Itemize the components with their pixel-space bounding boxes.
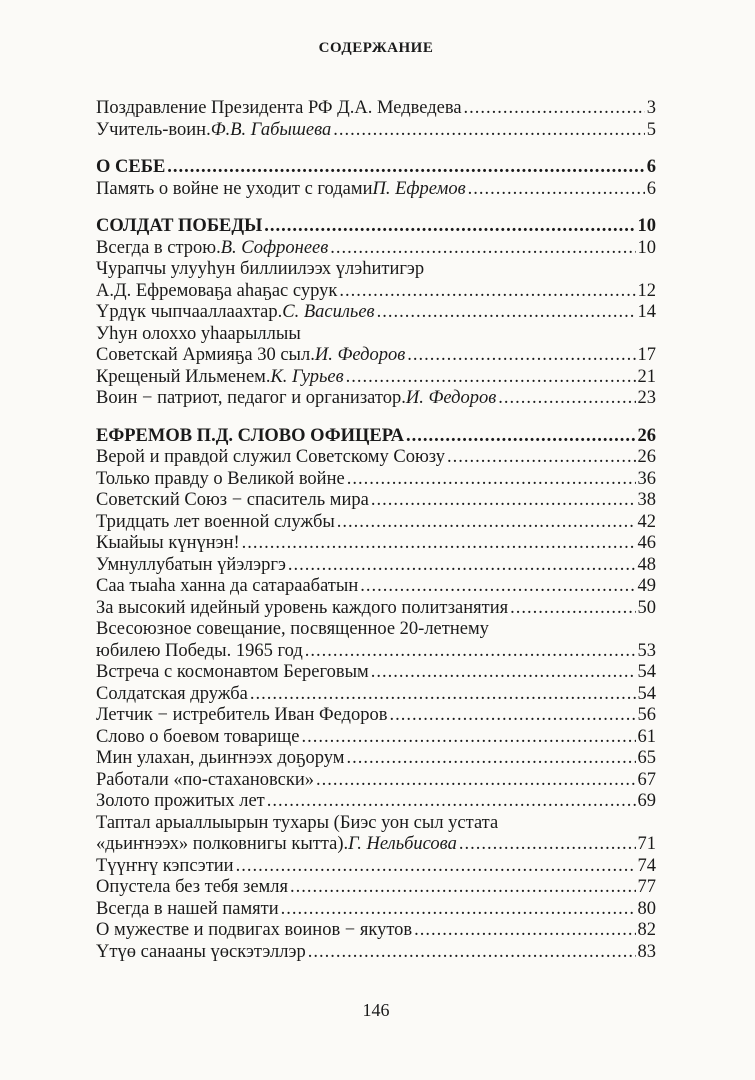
- toc-section-heading[interactable]: [96, 157, 656, 179]
- toc-entry[interactable]: [96, 770, 656, 792]
- dot-leader: [447, 447, 636, 469]
- entry-author: В. Софронеев: [220, 237, 329, 258]
- toc-entry[interactable]: [96, 920, 656, 942]
- dot-leader: [308, 942, 636, 964]
- entry-page-number: 38: [637, 490, 656, 510]
- entry-title: Мин улахан, дьиҥнээх доҕорум: [96, 748, 345, 768]
- toc-entry[interactable]: [96, 490, 656, 512]
- entry-title: Саа тыаһа ханна да сатараабатын: [96, 576, 359, 596]
- entry-page-number: 65: [637, 748, 656, 768]
- entry-page-number: 53: [637, 640, 656, 661]
- entry-page-number: 6: [646, 157, 656, 177]
- entry-page-number: 23: [637, 388, 656, 408]
- dot-leader: [316, 770, 636, 792]
- dot-leader: [407, 345, 635, 367]
- entry-page-number: 21: [637, 366, 656, 387]
- page-number: 146: [362, 1000, 390, 1020]
- entry-page-number: 6: [646, 178, 656, 199]
- entry-title: Советскай Армияҕа 30 сыл.: [96, 345, 315, 365]
- toc-entry[interactable]: [96, 791, 656, 813]
- toc-entry[interactable]: [96, 367, 656, 389]
- dot-leader: [510, 598, 635, 620]
- entry-author: И. Федоров: [314, 345, 406, 365]
- toc-section-heading[interactable]: [96, 426, 656, 448]
- dot-leader: [498, 388, 635, 410]
- table-of-contents: [96, 98, 656, 979]
- entry-title: Поздравление Президента РФ Д.А. Медведева: [96, 98, 462, 118]
- entry-page-number: 46: [637, 533, 656, 553]
- entry-title: О мужестве и подвигах воинов − якутов: [96, 920, 413, 940]
- entry-author: С. Васильев: [282, 302, 375, 322]
- entry-title: Всегда в нашей памяти: [96, 898, 279, 919]
- entry-page-number: 54: [637, 662, 656, 682]
- dot-leader: [346, 367, 636, 389]
- entry-page-number: 26: [637, 425, 656, 446]
- dot-leader: [305, 641, 636, 663]
- entry-title: Воин − патриот, педагог и организатор.: [96, 388, 406, 408]
- dot-leader: [330, 238, 635, 260]
- dot-leader: [371, 490, 636, 512]
- entry-title: Түүҥҥү кэпсэтии: [96, 855, 234, 876]
- entry-title: Тридцать лет военной службы: [96, 511, 335, 532]
- toc-section: [96, 98, 656, 141]
- entry-title: Советский Союз − спаситель мира: [96, 490, 369, 510]
- entry-title: Слово о боевом товарище: [96, 726, 300, 747]
- entry-page-number: 82: [637, 920, 656, 940]
- entry-title: Опустела без тебя земля: [96, 877, 288, 897]
- entry-title: Уһун олоххо уһаарыллыы: [96, 323, 301, 344]
- dot-leader: [406, 426, 635, 448]
- entry-page-number: 83: [637, 941, 656, 962]
- toc-entry[interactable]: [96, 662, 656, 684]
- entry-title: Таптал арыаллыырын тухары (Биэс уон сыл устата: [96, 812, 499, 833]
- entry-page-number: 67: [637, 769, 656, 790]
- entry-title: Үрдүк чыпчааллаахтар.: [96, 302, 283, 322]
- toc-section-heading[interactable]: [96, 216, 656, 238]
- entry-title: Только правду о Великой войне: [96, 468, 345, 489]
- entry-page-number: 54: [637, 683, 656, 704]
- dot-leader: [389, 705, 635, 727]
- entry-page-number: 48: [637, 554, 656, 575]
- toc-entry[interactable]: [96, 98, 656, 120]
- dot-leader: [333, 120, 645, 142]
- entry-author: П. Ефремов: [372, 178, 466, 199]
- dot-leader: [360, 576, 635, 598]
- entry-page-number: 26: [637, 447, 656, 467]
- dot-leader: [339, 281, 635, 303]
- entry-page-number: 69: [637, 791, 656, 811]
- entry-title: Всесоюзное совещание, посвященное 20-летнему: [96, 619, 489, 639]
- entry-title: «дьиҥнээх» полковнигы кытта).: [96, 834, 349, 854]
- toc-entry[interactable]: [96, 813, 656, 835]
- entry-title: Встреча с космонавтом Береговым: [96, 662, 369, 682]
- entry-page-number: 3: [646, 98, 656, 118]
- dot-leader: [464, 98, 645, 120]
- toc-entry[interactable]: [96, 748, 656, 770]
- entry-page-number: 50: [637, 597, 656, 618]
- toc-section: [96, 157, 656, 200]
- entry-title: Чурапчы улууһун биллиилээх үлэһитигэр: [96, 259, 425, 279]
- dot-leader: [414, 920, 635, 942]
- entry-page-number: 49: [637, 576, 656, 596]
- toc-entry[interactable]: [96, 555, 656, 577]
- toc-entry[interactable]: [96, 388, 656, 410]
- entry-page-number: 80: [637, 898, 656, 919]
- toc-entry[interactable]: [96, 942, 656, 964]
- entry-title: юбилею Победы. 1965 год: [96, 640, 303, 661]
- dot-leader: [236, 856, 636, 878]
- entry-title: За высокий идейный уровень каждого политзанятия: [96, 597, 509, 618]
- toc-entry[interactable]: [96, 641, 656, 663]
- entry-page-number: 61: [637, 726, 656, 747]
- toc-entry[interactable]: [96, 259, 656, 281]
- entry-page-number: 12: [637, 280, 656, 301]
- entry-author: Ф.В. Габышева: [210, 119, 332, 140]
- toc-entry[interactable]: [96, 512, 656, 534]
- toc-section: [96, 426, 656, 964]
- toc-entry[interactable]: [96, 877, 656, 899]
- entry-page-number: 5: [646, 119, 656, 140]
- entry-author: И. Федоров: [405, 388, 497, 408]
- entry-title: Кыайыы күнүнэн!: [96, 533, 240, 553]
- entry-title: Всегда в строю.: [96, 237, 221, 258]
- entry-page-number: 71: [637, 834, 656, 854]
- toc-entry[interactable]: [96, 469, 656, 491]
- entry-author: Г. Нельбисова: [348, 834, 457, 854]
- dot-leader: [468, 179, 645, 201]
- toc-entry[interactable]: [96, 533, 656, 555]
- entry-page-number: 74: [637, 855, 656, 876]
- entry-title: СОЛДАТ ПОБЕДЫ: [96, 216, 263, 236]
- entry-page-number: 36: [637, 468, 656, 489]
- toc-entry[interactable]: [96, 856, 656, 878]
- dot-leader: [167, 157, 644, 179]
- entry-page-number: 77: [637, 877, 656, 897]
- toc-entry[interactable]: [96, 238, 656, 260]
- dot-leader: [264, 216, 635, 238]
- dot-leader: [290, 877, 636, 899]
- dot-leader: [242, 533, 636, 555]
- toc-entry[interactable]: [96, 302, 656, 324]
- entry-title: Солдатская дружба: [96, 683, 248, 704]
- entry-page-number: 10: [637, 216, 656, 236]
- entry-title: Умнуллубатын үйэлэргэ: [96, 554, 286, 575]
- toc-entry[interactable]: [96, 684, 656, 706]
- toc-entry[interactable]: [96, 179, 656, 201]
- entry-title: Үтүө санааны үөскэтэллэр: [96, 941, 306, 962]
- dot-leader: [347, 469, 636, 491]
- dot-leader: [250, 684, 636, 706]
- dot-leader: [377, 302, 636, 324]
- entry-title: Память о войне не уходит с годами: [96, 178, 373, 199]
- toc-entry[interactable]: [96, 447, 656, 469]
- entry-page-number: 10: [637, 237, 656, 258]
- toc-entry[interactable]: [96, 899, 656, 921]
- entry-author: К. Гурьев: [270, 366, 344, 387]
- toc-entry[interactable]: [96, 345, 656, 367]
- toc-entry[interactable]: [96, 834, 656, 856]
- entry-page-number: 17: [637, 345, 656, 365]
- toc-entry[interactable]: [96, 120, 656, 142]
- dot-leader: [267, 791, 636, 813]
- toc-entry[interactable]: [96, 705, 656, 727]
- entry-page-number: 42: [637, 511, 656, 532]
- toc-entry[interactable]: [96, 619, 656, 641]
- entry-title: Учитель-воин.: [96, 119, 211, 140]
- dot-leader: [281, 899, 636, 921]
- entry-title: Крещеный Ильменем.: [96, 366, 271, 387]
- dot-leader: [337, 512, 636, 534]
- toc-section: [96, 216, 656, 410]
- page-title: СОДЕРЖАНИЕ: [318, 40, 434, 56]
- toc-entry[interactable]: [96, 727, 656, 749]
- entry-title: ЕФРЕМОВ П.Д. СЛОВО ОФИЦЕРА: [96, 425, 405, 446]
- dot-leader: [288, 555, 636, 577]
- dot-leader: [371, 662, 636, 684]
- toc-entry[interactable]: [96, 598, 656, 620]
- entry-page-number: 14: [637, 302, 656, 322]
- entry-title: Золото прожитых лет: [96, 791, 265, 811]
- entry-title: А.Д. Ефремоваҕа аһаҕас сурук: [96, 280, 338, 301]
- entry-title: Летчик − истребитель Иван Федоров: [96, 705, 388, 725]
- dot-leader: [347, 748, 636, 770]
- entry-title: Работали «по-стахановски»: [96, 769, 314, 790]
- entry-title: О СЕБЕ: [96, 157, 166, 177]
- entry-page-number: 56: [637, 705, 656, 725]
- dot-leader: [302, 727, 636, 749]
- toc-entry[interactable]: [96, 576, 656, 598]
- toc-entry[interactable]: [96, 281, 656, 303]
- toc-entry[interactable]: [96, 324, 656, 346]
- dot-leader: [459, 834, 636, 856]
- entry-title: Верой и правдой служил Советскому Союзу: [96, 447, 445, 467]
